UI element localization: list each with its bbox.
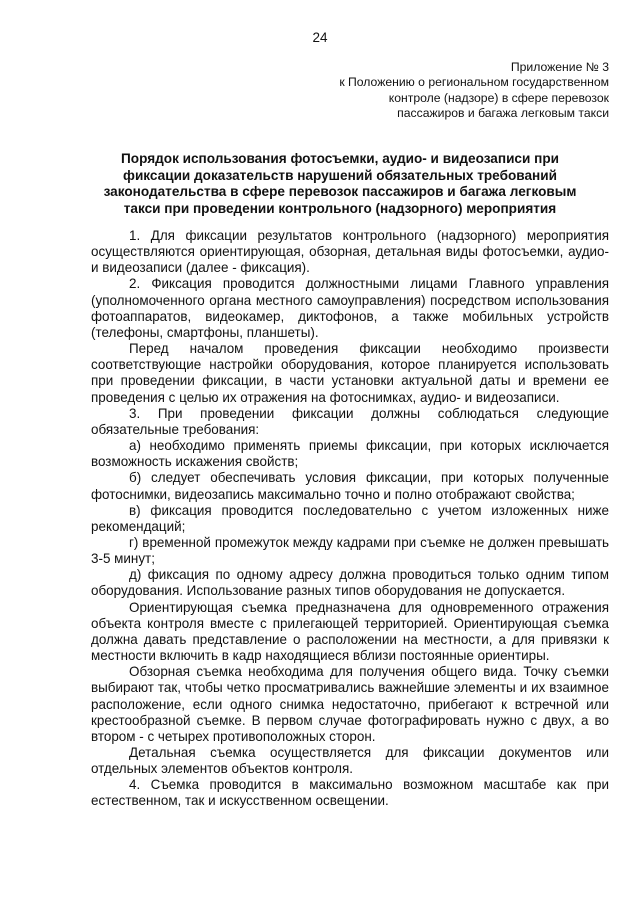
paragraph: а) необходимо применять приемы фиксации, при которых исключается возможность искажения свойств; bbox=[91, 438, 609, 470]
appendix-line: контроле (надзоре) в сфере перевозок bbox=[388, 90, 609, 105]
appendix-line: пассажиров и багажа легковым такси bbox=[397, 106, 609, 121]
paragraph: Обзорная съемка необходима для получения общего вида. Точку съемки выбирают так, чтобы четко просматривались важнейшие элементы и их взаимное расположение, если одного снимка недостаточно, прибегают к встречной или крестообразной съемке. В первом случае фотографировать нужно с двух, а во втором - с четырех противоположных сторон. bbox=[91, 664, 609, 744]
paragraph: 2. Фиксация проводится должностными лицами Главного управления (уполномоченного органа местного самоуправления) посредством использования фотоаппаратов, видеокамер, диктофонов, а также мобильных устройств (телефоны, смартфоны, планшеты). bbox=[91, 276, 609, 340]
paragraph: д) фиксация по одному адресу должна проводиться только одним типом оборудования. Использование разных типов оборудования не допускается. bbox=[91, 567, 609, 599]
appendix-line: к Положению о региональном государственном bbox=[339, 75, 609, 90]
paragraph: Ориентирующая съемка предназначена для одновременного отражения объекта контроля вместе с прилегающей территорией. Ориентирующая съемка должна давать представление о расположении на местности, а для привязки к местности включить в кадр находящиеся вблизи постоянные ориентиры. bbox=[91, 599, 609, 664]
paragraph: г) временной промежуток между кадрами при съемке не должен превышать 3-5 минут; bbox=[91, 534, 609, 567]
paragraph: б) следует обеспечивать условия фиксации, при которых полученные фотоснимки, видеозапись максимально точно и полно отображают свойства; bbox=[91, 470, 609, 502]
paragraph: 3. При проведении фиксации должны соблюдаться следующие обязательные требования: bbox=[91, 405, 609, 437]
paragraph: в) фиксация проводится последовательно с учетом изложенных ниже рекомендаций; bbox=[91, 502, 609, 534]
appendix-line: Приложение № 3 bbox=[510, 60, 609, 74]
appendix-header bbox=[309, 60, 609, 122]
paragraph: 4. Съемка проводится в максимально возможном масштабе как при естественном, так и искусственном освещении. bbox=[91, 777, 609, 809]
paragraph: Детальная съемка осуществляется для фиксации документов или отдельных элементов объектов контроля. bbox=[91, 745, 609, 777]
paragraph: 1. Для фиксации результатов контрольного (надзорного) мероприятия осуществляются ориентирующая, обзорная, детальная виды фотосъемки, аудио- и видеозаписи (далее - фиксация). bbox=[91, 228, 609, 276]
document-body bbox=[91, 228, 609, 810]
paragraph: Перед началом проведения фиксации необходимо произвести соответствующие настройки оборудования, которое планируется использовать при проведении фиксации, в части установки актуальной даты и времени ее проведения с целью их отражения на фотоснимках, аудио- и видеозаписи. bbox=[91, 341, 609, 405]
document-title: Порядок использования фотосъемки, аудио- и видеозаписи при фиксации доказательств нарушений обязательных требований законодательства в сфере перевозок пассажиров и багажа легковым такси при проведении контрольного (надзорного) мероприятия bbox=[103, 151, 577, 216]
page-number: 24 bbox=[312, 30, 328, 45]
